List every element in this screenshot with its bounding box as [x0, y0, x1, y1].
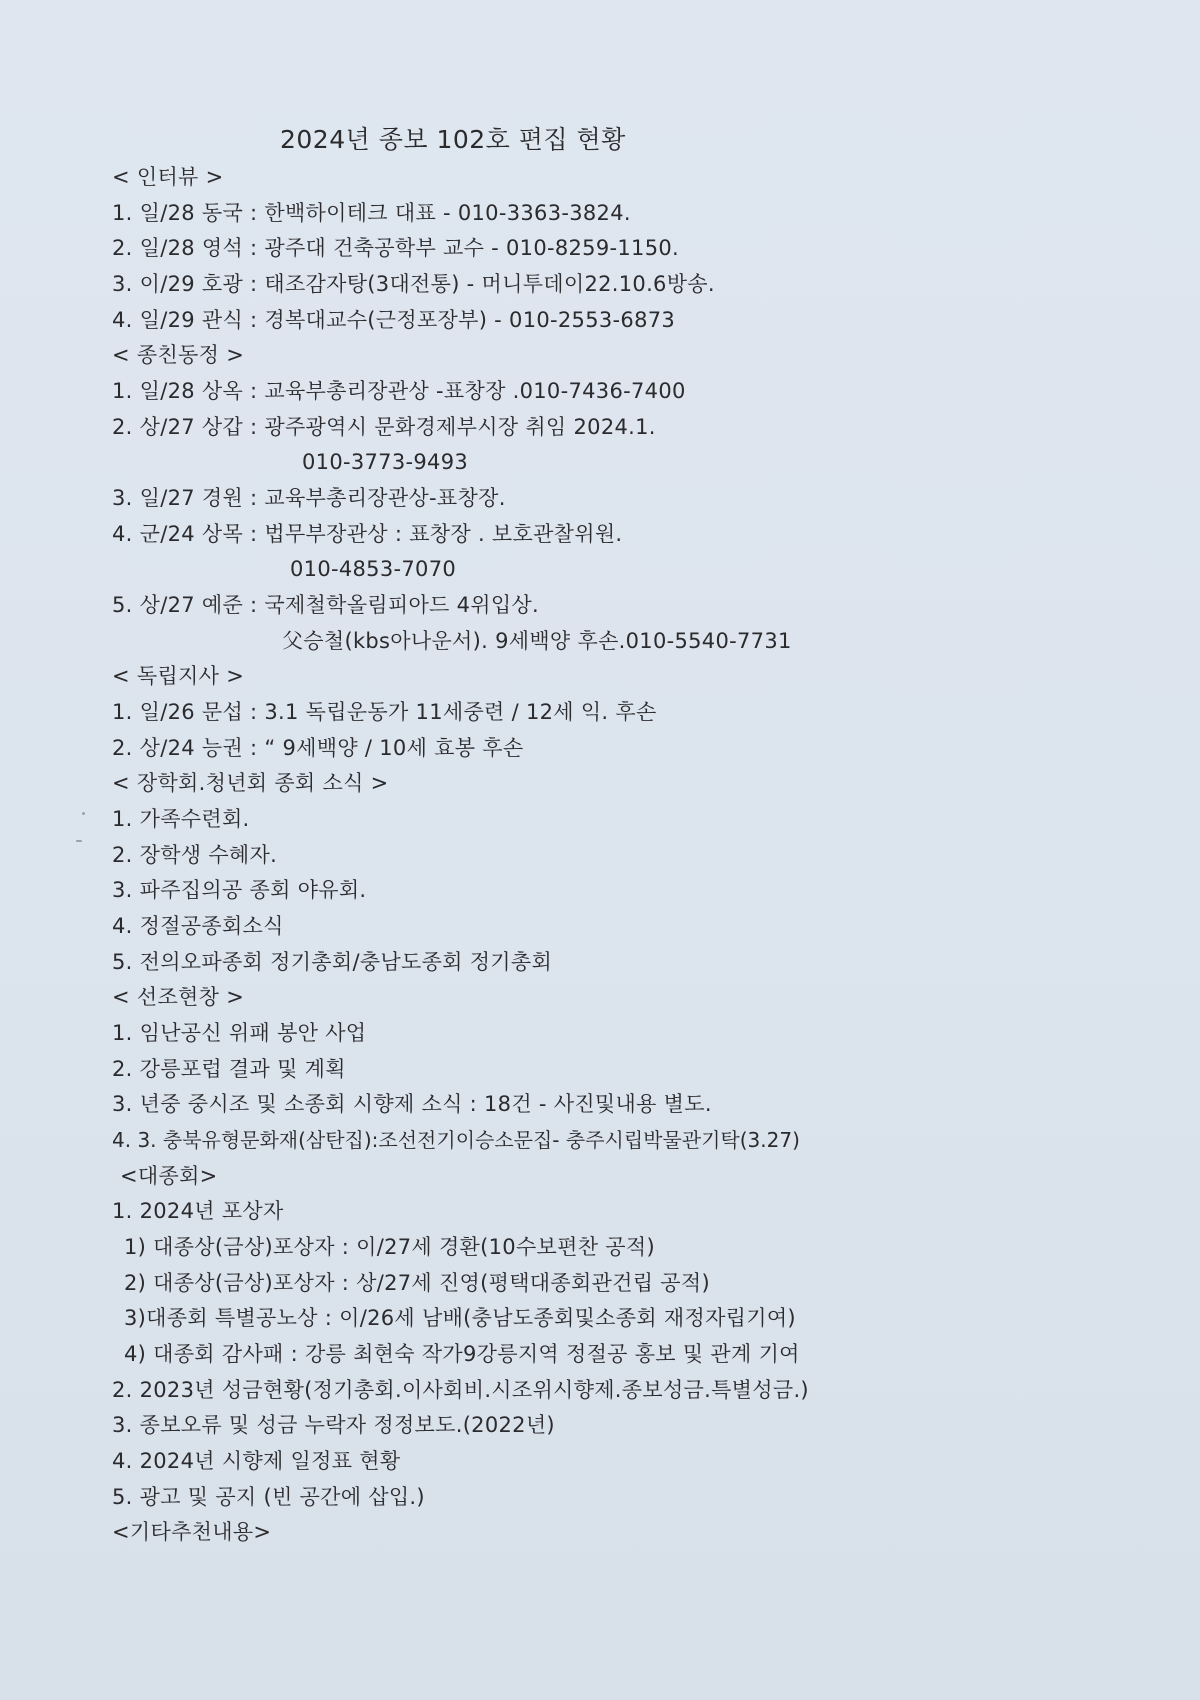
list-item: 4. 정절공종회소식: [112, 914, 284, 938]
section-heading-grand-clan: <대종회>: [120, 1164, 218, 1188]
sub-list-item: 4) 대종회 감사패 : 강릉 최현숙 작가9강릉지역 정절공 홍보 및 관계 기여: [124, 1342, 800, 1366]
list-item: 1. 2024년 포상자: [112, 1199, 284, 1223]
document-title: 2024년 종보 102호 편집 현황: [280, 125, 626, 154]
list-item: 3. 일/27 경원 : 교육부총리장관상-표창장.: [112, 486, 506, 510]
list-item: 4. 군/24 상목 : 법무부장관상 : 표창장 . 보호관찰위원.: [112, 522, 623, 546]
section-heading-interview: < 인터뷰 >: [112, 165, 224, 189]
list-item: 2. 상/24 능권 : “ 9세백양 / 10세 효봉 후손: [112, 736, 524, 760]
list-item: 4. 3. 충북유형문화재(삼탄집):조선전기이승소문집- 충주시립박물관기탁(3.27): [112, 1128, 800, 1152]
sub-list-item: 3)대종회 특별공노상 : 이/26세 남배(충남도종회및소종회 재정자립기여): [124, 1306, 796, 1330]
list-item: 3. 종보오류 및 성금 누락자 정정보도.(2022년): [112, 1413, 555, 1437]
list-item: 1. 일/28 상옥 : 교육부총리장관상 -표창장 .010-7436-7400: [112, 379, 686, 403]
list-item: 5. 광고 및 공지 (빈 공간에 삽입.): [112, 1485, 425, 1509]
list-item: 2. 일/28 영석 : 광주대 건축공학부 교수 - 010-8259-1150.: [112, 236, 680, 260]
section-heading-scholarship: < 장학회.청년회 종회 소식 >: [112, 771, 389, 795]
section-heading-independence: < 독립지사 >: [112, 664, 245, 688]
section-heading-other: <기타추천내용>: [112, 1520, 272, 1544]
list-item-continuation: 父승철(kbs아나운서). 9세백양 후손.010-5540-7731: [282, 629, 792, 653]
list-item: 2. 상/27 상갑 : 광주광역시 문화경제부시장 취임 2024.1.: [112, 415, 656, 439]
list-item: 4. 2024년 시향제 일정표 현황: [112, 1449, 401, 1473]
paper-speck: [76, 840, 82, 842]
list-item: 1. 일/28 동국 : 한백하이테크 대표 - 010-3363-3824.: [112, 201, 631, 225]
list-item: 1. 일/26 문섭 : 3.1 독립운동가 11세중련 / 12세 익. 후손: [112, 700, 657, 724]
list-item: 2. 2023년 성금현황(정기총회.이사회비.시조위시향제.종보성금.특별성금.): [112, 1378, 809, 1402]
list-item-continuation: 010-4853-7070: [290, 557, 457, 581]
list-item: 2. 강릉포럽 결과 및 계획: [112, 1057, 346, 1081]
list-item: 3. 년중 중시조 및 소종회 시향제 소식 : 18건 - 사진및내용 별도.: [112, 1092, 712, 1116]
paper-speck: [82, 812, 85, 815]
sub-list-item: 1) 대종상(금상)포상자 : 이/27세 경환(10수보편찬 공적): [124, 1235, 655, 1259]
list-item: 3. 파주집의공 종회 야유회.: [112, 878, 367, 902]
sub-list-item: 2) 대종상(금상)포상자 : 상/27세 진영(평택대종회관건립 공적): [124, 1271, 710, 1295]
list-item: 5. 전의오파종회 정기총회/충남도종회 정기총회: [112, 950, 553, 974]
list-item: 5. 상/27 예준 : 국제철학올림피아드 4위입상.: [112, 593, 540, 617]
list-item: 3. 이/29 호광 : 태조감자탕(3대전통) - 머니투데이22.10.6방송.: [112, 272, 715, 296]
section-heading-ancestors: < 선조현창 >: [112, 985, 245, 1009]
list-item: 1. 가족수련회.: [112, 807, 250, 831]
list-item: 1. 임난공신 위패 봉안 사업: [112, 1021, 367, 1045]
list-item-continuation: 010-3773-9493: [302, 450, 469, 474]
list-item: 4. 일/29 관식 : 경복대교수(근정포장부) - 010-2553-6873: [112, 308, 676, 332]
list-item: 2. 장학생 수혜자.: [112, 843, 278, 867]
section-heading-clan-news: < 종친동정 >: [112, 343, 245, 367]
